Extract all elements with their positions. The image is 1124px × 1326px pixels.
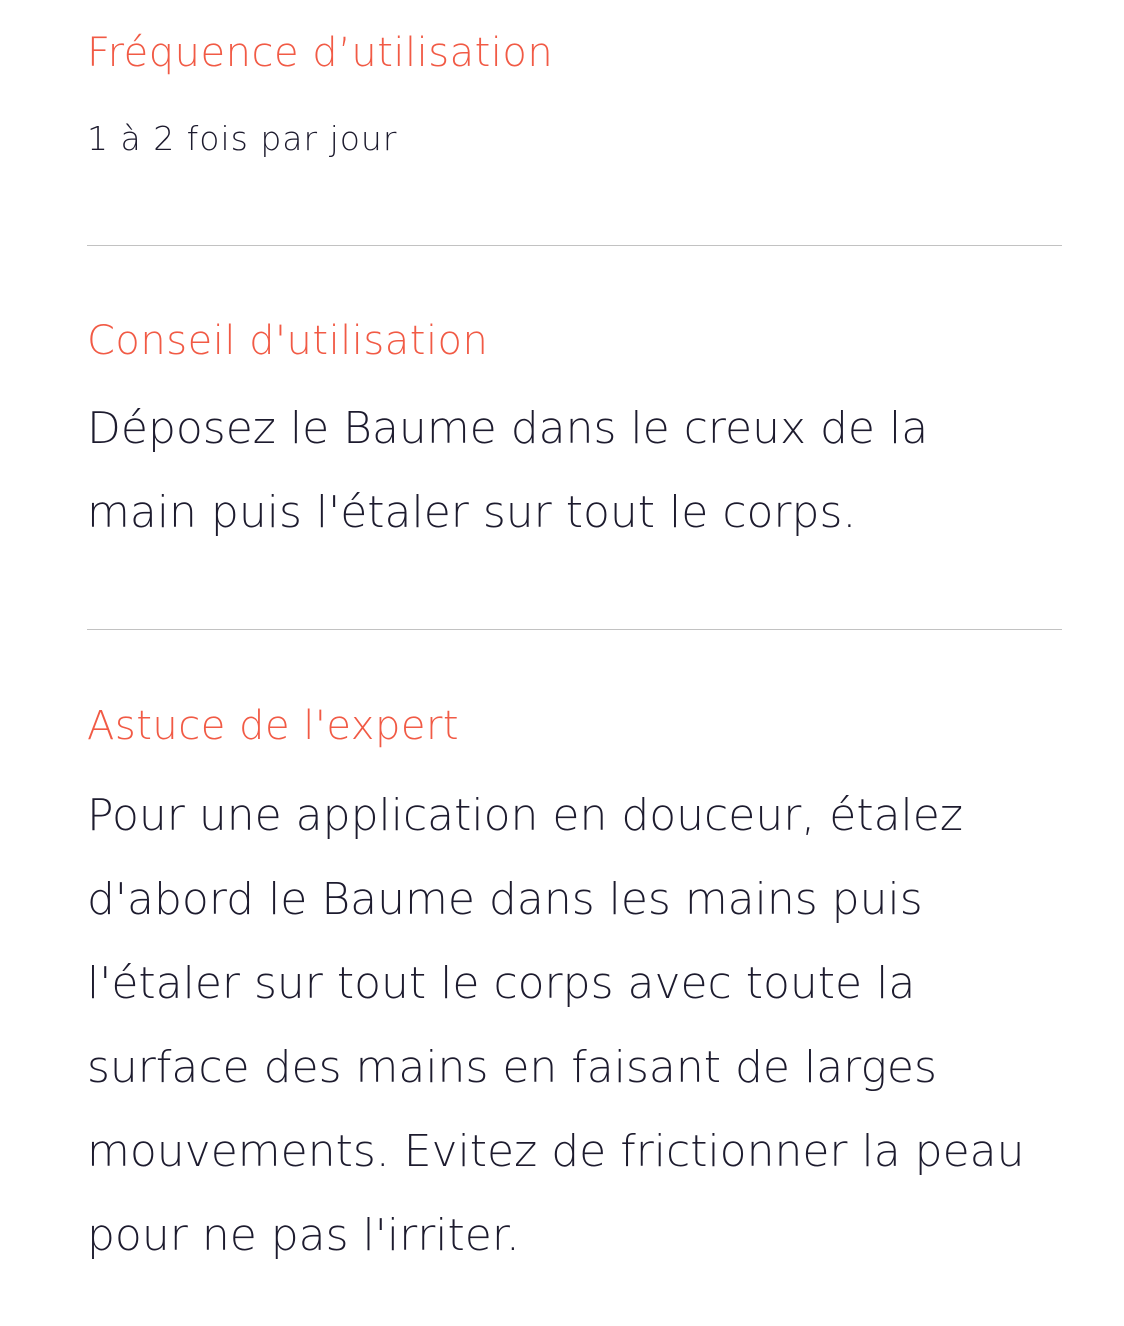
frequency-title: Fréquence d’utilisation <box>87 30 554 76</box>
expert-tip-line: d'abord le Baume dans les mains puis <box>87 874 923 925</box>
expert-tip-line: mouvements. Evitez de frictionner la peau <box>87 1126 1025 1177</box>
expert-tip-line: pour ne pas l'irriter. <box>87 1210 520 1261</box>
expert-tip-line: Pour une application en douceur, étalez <box>87 790 963 841</box>
section-divider <box>87 629 1062 630</box>
frequency-section <box>87 27 1062 161</box>
frequency-text: 1 à 2 fois par jour <box>87 119 398 158</box>
usage-advice-title: Conseil d'utilisation <box>87 318 489 364</box>
expert-tip-line: l'étaler sur tout le corps avec toute la <box>87 958 916 1009</box>
expert-tip-section <box>87 700 1062 1278</box>
section-divider <box>87 245 1062 246</box>
usage-advice-line: Déposez le Baume dans le creux de la <box>87 403 929 454</box>
usage-advice-section <box>87 315 1062 555</box>
usage-advice-line: main puis l'étaler sur tout le corps. <box>87 487 857 538</box>
expert-tip-title: Astuce de l'expert <box>87 703 460 749</box>
usage-advice-text <box>87 387 1062 555</box>
expert-tip-text <box>87 774 1062 1278</box>
expert-tip-line: surface des mains en faisant de larges <box>87 1042 937 1093</box>
